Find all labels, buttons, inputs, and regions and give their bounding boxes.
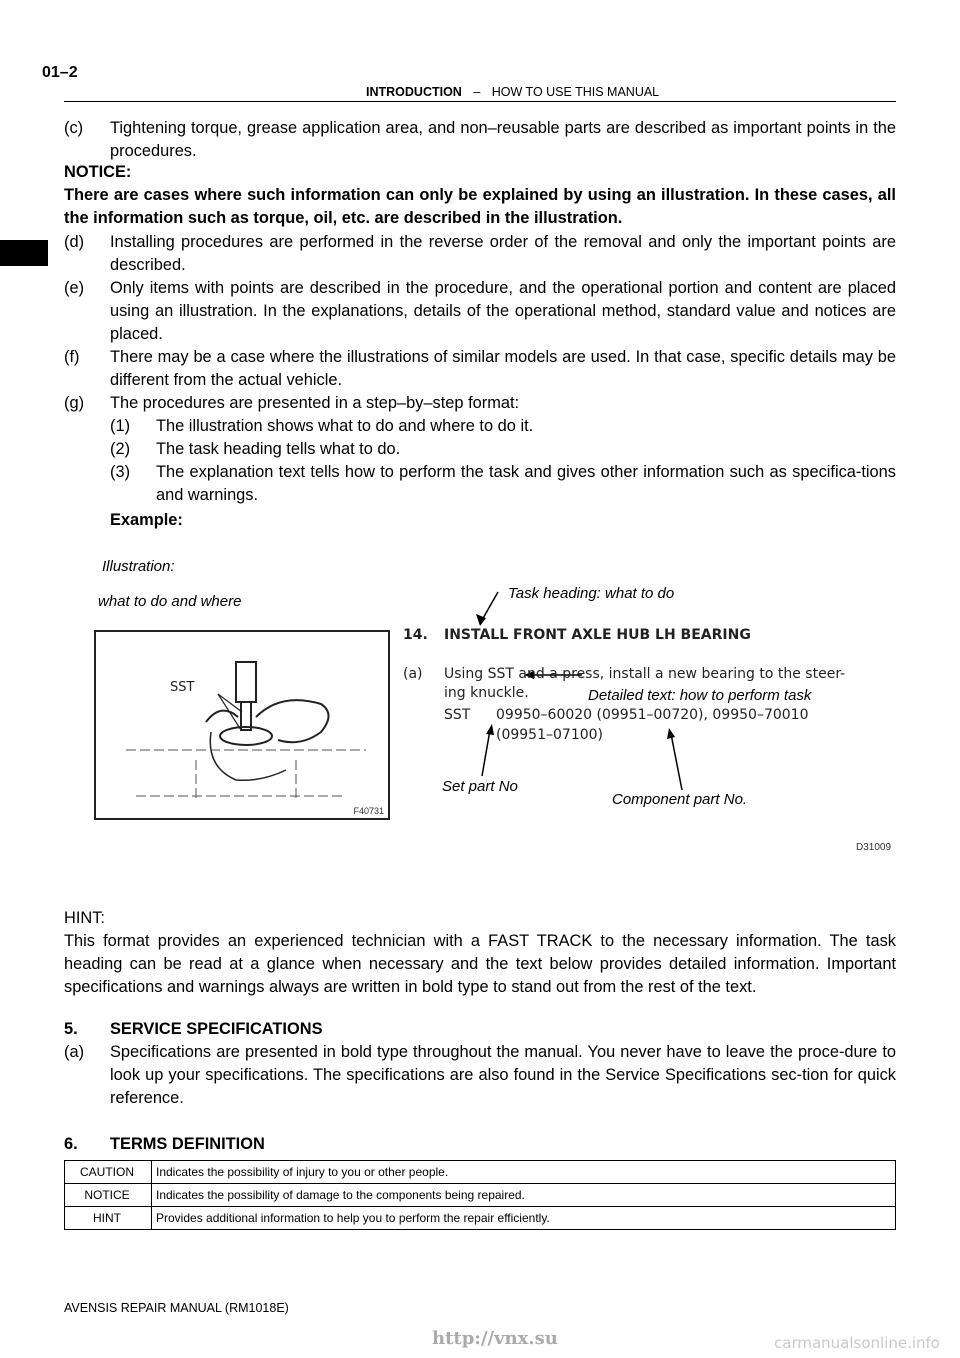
- definition-cell: Indicates the possibility of damage to the components being repaired.: [152, 1184, 896, 1207]
- running-header: [366, 85, 659, 99]
- sample-sub-label: (a): [403, 666, 423, 682]
- item-text: Specifications are presented in bold type throughout the manual. You never have to leave the proce-dure to look up your specifications. The specifications are also found in the Service Specifications sec-tion for quick reference.: [110, 1043, 896, 1107]
- table-row: [65, 1184, 896, 1207]
- photo-code: F40731: [353, 806, 384, 816]
- sample-sst-label: SST: [444, 707, 471, 723]
- sample-step-number: 14.: [403, 627, 428, 643]
- section-title: TERMS DEFINITION: [110, 1135, 265, 1153]
- set-part-arrowhead: [486, 724, 494, 735]
- component-part-callout: Component part No.: [612, 791, 748, 808]
- item-text: The explanation text tells how to perform the task and gives other information such as specifica-tions and warnings.: [156, 463, 896, 504]
- item-text: Installing procedures are performed in the reverse order of the removal and only the important points are described.: [110, 233, 896, 274]
- item-label: (f): [64, 348, 80, 366]
- detailed-text-callout: Detailed text: how to perform task: [588, 687, 812, 704]
- term-cell: CAUTION: [65, 1161, 152, 1184]
- illustration-sublabel: what to do and where: [98, 593, 242, 610]
- side-tab-marker: [0, 240, 48, 266]
- item-text: There may be a case where the illustrations of similar models are used. In that case, specific details may be different from the actual vehicle.: [110, 348, 896, 389]
- item-label: (e): [64, 279, 85, 297]
- item-label: (1): [110, 417, 131, 435]
- header-rule: [64, 101, 896, 102]
- term-cell: NOTICE: [65, 1184, 152, 1207]
- item-text: The task heading tells what to do.: [156, 440, 401, 458]
- term-cell: HINT: [65, 1207, 152, 1230]
- site-watermark: carmanualsonline.info: [774, 1334, 940, 1352]
- example-label: Example:: [110, 511, 183, 529]
- hint-heading: HINT:: [64, 909, 105, 927]
- header-section: INTRODUCTION: [366, 85, 462, 99]
- header-subsection: HOW TO USE THIS MANUAL: [491, 85, 660, 99]
- page-number: 01–2: [42, 64, 78, 81]
- component-part-arrow: [671, 734, 682, 790]
- component-part-arrowhead: [667, 728, 675, 739]
- item-label: (d): [64, 233, 85, 251]
- list-item-c: [64, 117, 896, 163]
- example-figure: [62, 556, 902, 856]
- item-text: The procedures are presented in a step–by–step format:: [110, 394, 520, 412]
- photo-sst-label: SST: [170, 680, 195, 695]
- figure-code: D31009: [856, 842, 892, 853]
- section-number: 6.: [64, 1135, 78, 1153]
- manual-footer: AVENSIS REPAIR MANUAL (RM1018E): [64, 1301, 289, 1315]
- notice-text: There are cases where such information can only be explained by using an illustration. In these cases, all the information such as torque, oil, etc. are described in the illustration.: [64, 186, 896, 227]
- callout-arrows: [62, 556, 902, 856]
- task-heading-arrow: [482, 592, 498, 620]
- hint-text: This format provides an experienced technician with a FAST TRACK to the necessary information. The task heading can be read at a glance when necessary and the text below provides detailed information. Important specifications and warnings always are written in bold type to stand out from the rest of the text.: [64, 932, 896, 996]
- terms-table: [64, 1160, 896, 1230]
- sample-sst-codes-2: (09951–07100): [496, 727, 603, 743]
- sample-line-1: Using SST and a press, install a new bearing to the steer-: [444, 666, 846, 682]
- table-row: [65, 1161, 896, 1184]
- definition-cell: Provides additional information to help you to perform the repair efficiently.: [152, 1207, 896, 1230]
- item-label: (2): [110, 440, 131, 458]
- notice-heading: NOTICE:: [64, 163, 132, 181]
- set-part-arrow: [482, 730, 490, 776]
- item-label: (3): [110, 463, 131, 481]
- task-heading-callout: Task heading: what to do: [508, 585, 675, 602]
- source-url-link[interactable]: http://vnx.su: [432, 1328, 558, 1349]
- item-label: (a): [64, 1043, 85, 1061]
- table-row: [65, 1207, 896, 1230]
- item-label: (c): [64, 119, 84, 137]
- item-text: Only items with points are described in the procedure, and the operational portion and content are placed using an illustration. In the explanations, details of the operational method, standard value and notices are placed.: [110, 279, 896, 343]
- item-text: The illustration shows what to do and where to do it.: [156, 417, 534, 435]
- item-label: (g): [64, 394, 85, 412]
- section-title: SERVICE SPECIFICATIONS: [110, 1020, 323, 1038]
- definition-cell: Indicates the possibility of injury to you or other people.: [152, 1161, 896, 1184]
- header-separator: –: [473, 85, 481, 99]
- sample-task-heading: INSTALL FRONT AXLE HUB LH BEARING: [444, 627, 751, 643]
- sample-sst-codes: 09950–60020 (09951–00720), 09950–70010: [496, 707, 809, 723]
- sample-line-2: ing knuckle.: [444, 685, 529, 701]
- section-number: 5.: [64, 1020, 78, 1038]
- illustration-label: Illustration:: [102, 558, 175, 575]
- item-text: Tightening torque, grease application area, and non–reusable parts are described as important points in the procedures.: [110, 119, 896, 160]
- set-part-callout: Set part No: [442, 778, 518, 795]
